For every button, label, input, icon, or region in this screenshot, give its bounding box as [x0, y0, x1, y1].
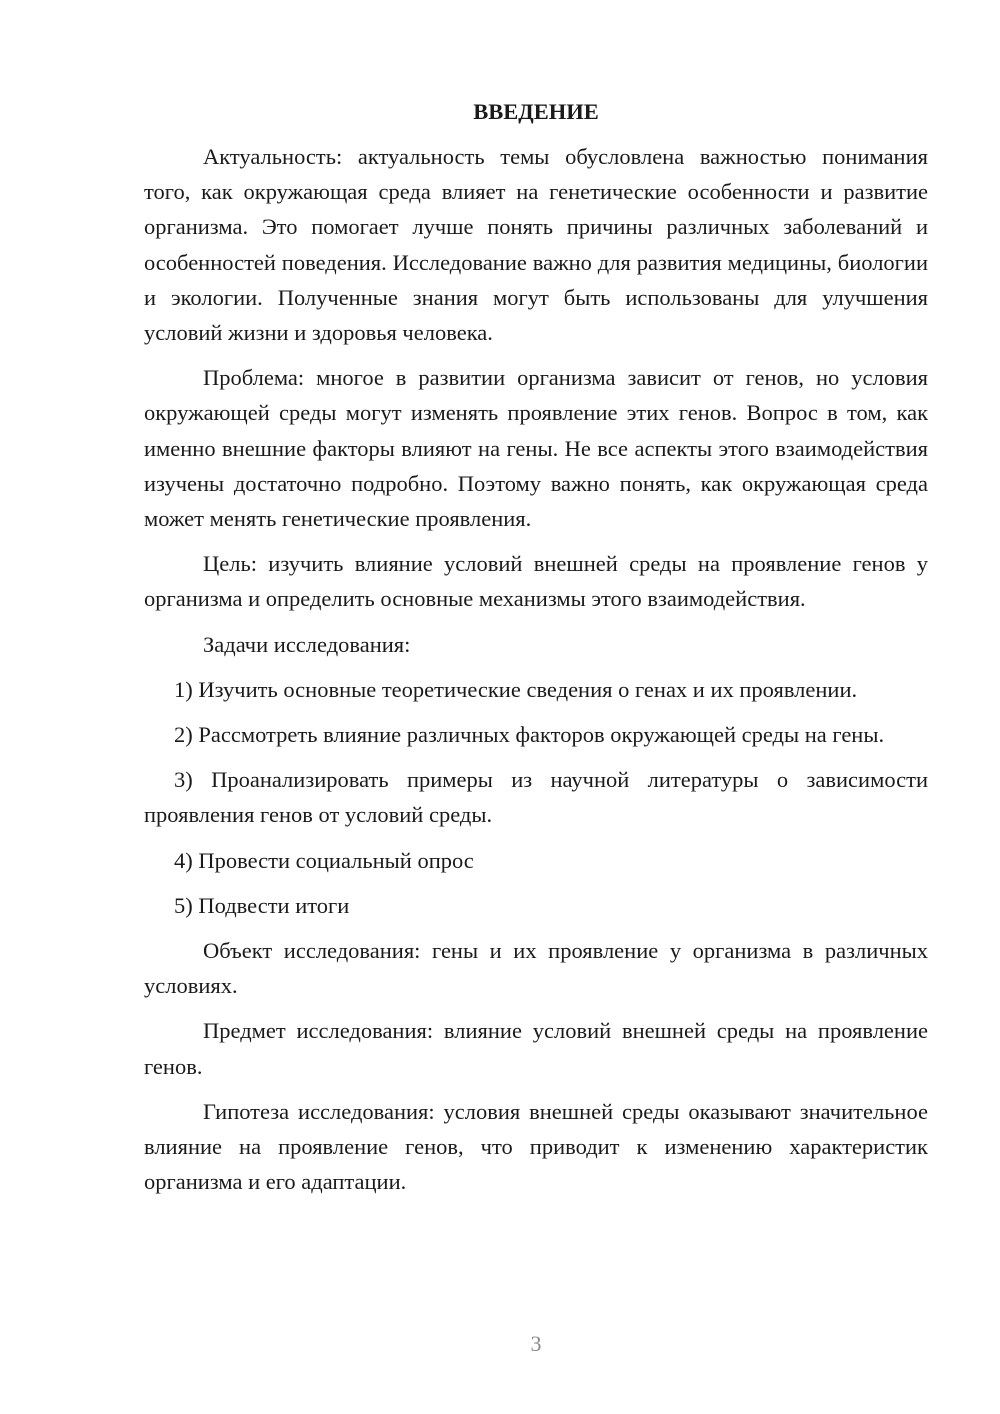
paragraph-problem: Проблема: многое в развитии организма зависит от генов, но условия окружающей среды могут изменять проявление этих генов. Вопрос в том, как именно внешние факторы влияют на гены. Не все аспекты этого взаимодействия изучены достаточно подробно. Поэтому важно понять, как окружающая среда может менять генетические проявления. [144, 365, 928, 532]
paragraph-relevance: Актуальность: актуальность темы обусловлена важностью понимания того, как окружающая среда влияет на генетические особенности и развитие организма. Это помогает лучше понять причины различных заболеваний и особенностей поведения. Исследование важно для развития медицины, биологии и экологии. Полученные знания могут быть использованы для улучшения условий жизни и здоровья человека. [144, 144, 928, 346]
task-item-2: 2) Рассмотреть влияние различных факторов окружающей среды на гены. [174, 722, 885, 748]
task-item-1: 1) Изучить основные теоретические сведения о генах и их проявлении. [174, 676, 858, 702]
paragraph-goal: Цель: изучить влияние условий внешней среды на проявление генов у организма и определить основные механизмы этого взаимодействия. [144, 551, 928, 612]
paragraph-hypothesis: Гипотеза исследования: условия внешней среды оказывают значительное влияние на проявление генов, что приводит к изменению характеристик организма и его адаптации. [144, 1098, 928, 1195]
paragraph-subject: Предмет исследования: влияние условий внешней среды на проявление генов. [144, 1018, 928, 1079]
paragraph-object: Объект исследования: гены и их проявление у организма в различных условиях. [144, 938, 928, 999]
page-content [144, 94, 928, 1199]
task-item-3: 3) Проанализировать примеры из научной литературы о зависимости проявления генов от условий среды. [144, 767, 928, 828]
task-item-5: 5) Подвести итоги [174, 892, 350, 918]
page-number: 3 [530, 1331, 542, 1356]
task-item-4: 4) Провести социальный опрос [174, 847, 474, 873]
section-title: ВВЕДЕНИЕ [473, 99, 599, 124]
paragraph-tasks-heading: Задачи исследования: [203, 631, 411, 657]
